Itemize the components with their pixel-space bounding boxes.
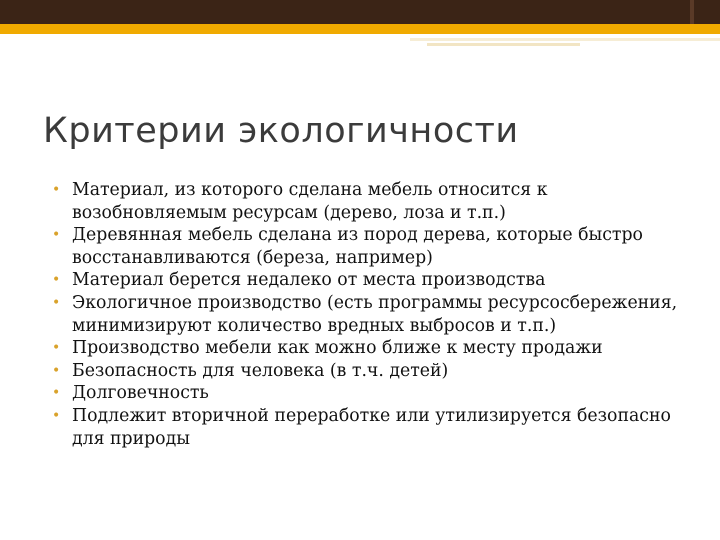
bullet-text: Безопасность для человека (в т.ч. детей) [72, 360, 449, 381]
bullet-icon: • [52, 407, 61, 424]
bullet-item [52, 382, 692, 405]
bullet-icon: • [52, 294, 61, 311]
bullet-text: Подлежит вторичной переработке или утилизируется безопасно для природы [72, 405, 671, 449]
bullet-text: Долговечность [72, 383, 209, 404]
bullet-icon: • [52, 272, 61, 289]
bullet-item [52, 360, 692, 383]
bullet-text: Деревянная мебель сделана из пород дерева, которые быстро восстанавливаются (береза, например) [72, 225, 643, 268]
bullet-text: Материал, из которого сделана мебель относится к возобновляемым ресурсам (дерево, лоза и т.п.) [72, 180, 548, 223]
top-bar-divider [690, 0, 694, 24]
bullet-icon: • [52, 340, 61, 357]
accent-line [410, 38, 720, 41]
bullet-text: Экологичное производство (есть программы ресурсосбережения, минимизируют количество вредных выбросов и т.п.) [72, 292, 678, 336]
accent-line-short [427, 43, 580, 46]
slide-title: Критерии экологичности [43, 111, 519, 151]
bullet-list [52, 179, 692, 450]
bullet-text: Производство мебели как можно ближе к месту продажи [72, 338, 603, 359]
bullet-item [52, 405, 692, 450]
bullet-item [52, 337, 692, 360]
bullet-item [52, 292, 692, 337]
top-bar [0, 0, 720, 24]
bullet-item [52, 224, 692, 269]
bullet-item [52, 179, 692, 224]
bullet-icon: • [52, 182, 61, 198]
accent-bar [0, 24, 720, 34]
bullet-icon: • [52, 362, 61, 379]
bullet-item [52, 269, 692, 292]
bullet-icon: • [52, 227, 61, 244]
bullet-text: Материал берется недалеко от места производства [72, 270, 546, 291]
bullet-icon: • [52, 385, 61, 402]
